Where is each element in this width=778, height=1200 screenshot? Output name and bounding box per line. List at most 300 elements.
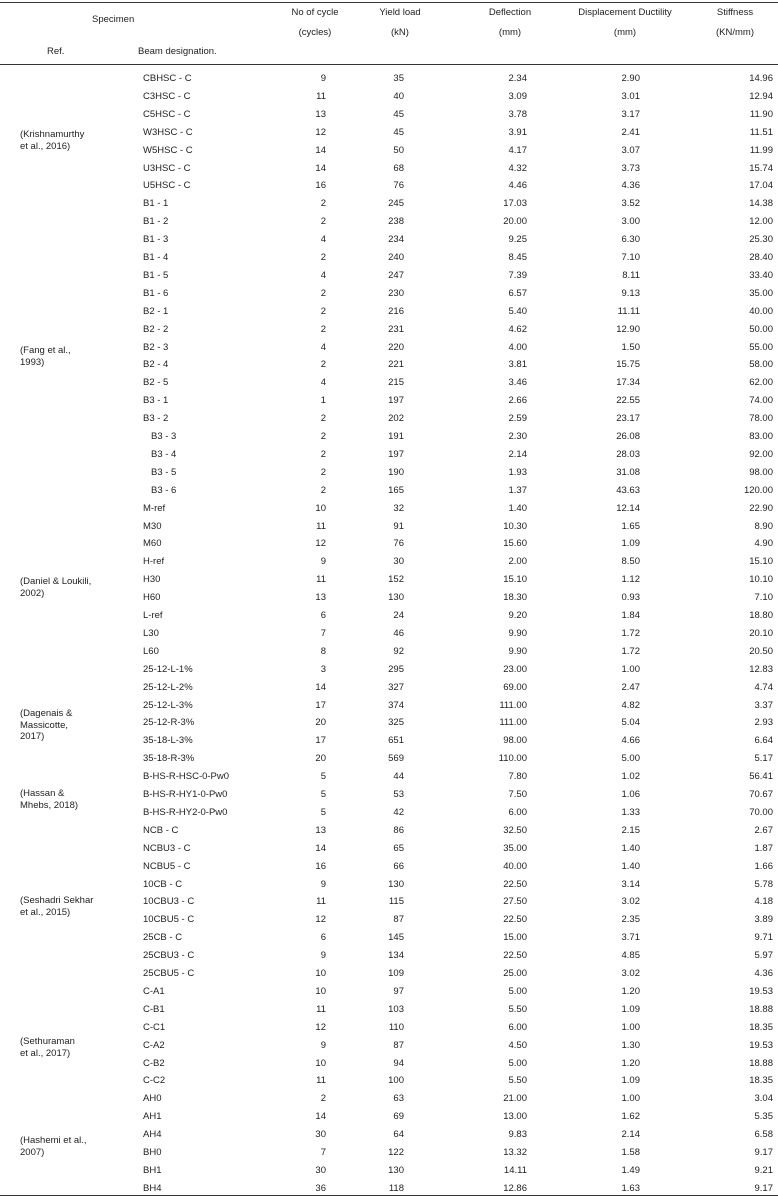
- cell-yield: 190: [388, 466, 404, 478]
- table-row: [0, 1126, 778, 1144]
- cell-deflection: 3.46: [508, 377, 527, 389]
- cell-stiffness: 20.10: [749, 627, 773, 639]
- cell-cycles: 2: [320, 323, 326, 335]
- cell-cycles: 2: [320, 431, 326, 442]
- cell-ductility: 2.47: [621, 681, 640, 693]
- header-deflection-line1: Deflection: [488, 7, 532, 18]
- table-row: [0, 732, 778, 750]
- table-row: [0, 535, 778, 553]
- cell-beam: 25-12-R-3%: [143, 717, 195, 729]
- cell-beam: 25-12-L-3%: [143, 699, 193, 711]
- cell-ductility: 0.93: [621, 592, 640, 604]
- cell-ductility: 22.55: [616, 395, 640, 407]
- cell-ductility: 5.00: [621, 753, 640, 765]
- table-row: [0, 607, 778, 625]
- table-row: [0, 464, 778, 482]
- table-row: [0, 804, 778, 822]
- cell-yield: 197: [388, 448, 404, 460]
- cell-beam: CBHSC - C: [143, 73, 192, 84]
- cell-deflection: 23.00: [503, 663, 527, 675]
- cell-deflection: 6.00: [508, 806, 527, 818]
- cell-stiffness: 28.40: [749, 252, 773, 263]
- cell-cycles: 3: [320, 663, 326, 675]
- table-row: [0, 1037, 778, 1055]
- ref-label-line: (Seshadri Sekhar: [20, 895, 94, 906]
- cell-yield: 24: [393, 610, 404, 621]
- cell-yield: 130: [388, 592, 404, 604]
- cell-stiffness: 1.66: [754, 860, 773, 872]
- cell-ductility: 1.63: [621, 1182, 640, 1194]
- cell-deflection: 2.34: [508, 73, 527, 84]
- header-stiffness-line2: (KN/mm): [716, 27, 754, 38]
- table-row: [0, 177, 778, 195]
- cell-cycles: 2: [320, 216, 326, 228]
- cell-beam: B2 - 1: [143, 305, 169, 317]
- cell-ductility: 3.00: [621, 216, 640, 228]
- cell-beam: B-HS-R-HSC-0-Pw0: [143, 771, 230, 783]
- cell-yield: 94: [393, 1057, 404, 1069]
- cell-yield: 216: [388, 305, 404, 317]
- header-ductility-line2: (mm): [613, 27, 637, 38]
- cell-yield: 234: [388, 234, 404, 246]
- table-row: [0, 249, 778, 267]
- cell-yield: 221: [388, 359, 404, 371]
- table-row: [0, 589, 778, 607]
- cell-ductility: 23.17: [616, 413, 640, 425]
- cell-yield: 91: [393, 520, 404, 532]
- cell-deflection: 7.80: [508, 771, 527, 783]
- cell-ductility: 1.49: [621, 1164, 640, 1176]
- cell-stiffness: 4.18: [754, 896, 773, 908]
- cell-yield: 325: [388, 717, 404, 729]
- cell-cycles: 2: [320, 198, 326, 210]
- cell-cycles: 14: [315, 1111, 326, 1123]
- cell-ductility: 4.36: [621, 180, 640, 192]
- cell-deflection: 5.50: [508, 1003, 527, 1015]
- table-row: [0, 88, 778, 106]
- table-row: [0, 500, 778, 518]
- ref-label-line: (Hashemi et al.,: [20, 1135, 87, 1146]
- cell-deflection: 2.59: [508, 413, 527, 425]
- table-row: [0, 482, 778, 500]
- cell-deflection: 12.86: [503, 1182, 527, 1194]
- cell-stiffness: 12.00: [749, 216, 773, 228]
- cell-cycles: 12: [315, 1021, 326, 1033]
- cell-beam: B1 - 4: [143, 252, 169, 263]
- table-row: [0, 1019, 778, 1037]
- cell-deflection: 111.00: [499, 717, 527, 729]
- cell-beam: M30: [143, 520, 162, 532]
- cell-deflection: 3.91: [508, 126, 527, 138]
- header-yield: [365, 7, 435, 39]
- table-row: [0, 195, 778, 213]
- cell-yield: 130: [388, 1164, 404, 1176]
- cell-stiffness: 18.88: [749, 1057, 773, 1069]
- cell-deflection: 4.46: [508, 180, 527, 192]
- cell-cycles: 5: [320, 771, 326, 783]
- cell-beam: AH1: [143, 1111, 162, 1123]
- cell-ductility: 1.12: [621, 574, 640, 586]
- table-row: [0, 106, 778, 124]
- cell-deflection: 2.30: [508, 431, 527, 442]
- cell-stiffness: 3.89: [754, 914, 773, 926]
- cell-ductility: 1.00: [621, 1093, 640, 1105]
- cell-beam: C-B1: [143, 1003, 165, 1015]
- cell-deflection: 3.81: [508, 359, 527, 371]
- cell-beam: C5HSC - C: [143, 108, 191, 120]
- ref-label-line: (Dagenais &: [20, 708, 73, 719]
- cell-ductility: 1.62: [621, 1111, 640, 1123]
- cell-yield: 46: [393, 627, 404, 639]
- cell-cycles: 5: [320, 789, 326, 800]
- header-deflection: [470, 7, 550, 39]
- cell-beam: W3HSC - C: [143, 126, 193, 138]
- cell-deflection: 5.00: [508, 1057, 527, 1069]
- cell-cycles: 2: [320, 305, 326, 317]
- table-row: [0, 213, 778, 231]
- cell-cycles: 30: [315, 1164, 326, 1176]
- cell-ductility: 6.30: [621, 234, 640, 246]
- cell-stiffness: 15.10: [749, 556, 773, 568]
- cell-cycles: 9: [320, 950, 326, 962]
- cell-yield: 53: [393, 789, 404, 800]
- cell-ductility: 2.41: [621, 126, 640, 138]
- cell-stiffness: 9.17: [754, 1182, 773, 1194]
- cell-deflection: 9.83: [508, 1129, 527, 1141]
- cell-yield: 165: [388, 484, 404, 496]
- cell-beam: B3 - 3: [151, 431, 177, 442]
- cell-cycles: 9: [320, 556, 326, 568]
- ref-label-line: (Hassan &: [20, 788, 65, 799]
- cell-beam: 25-12-L-1%: [143, 663, 193, 675]
- cell-cycles: 5: [320, 806, 326, 818]
- cell-yield: 569: [388, 753, 404, 765]
- cell-yield: 45: [393, 108, 404, 120]
- header-ref: Ref.: [47, 46, 65, 57]
- cell-deflection: 8.45: [508, 252, 527, 263]
- cell-deflection: 5.00: [508, 985, 527, 997]
- cell-beam: L-ref: [143, 610, 163, 621]
- cell-yield: 87: [393, 1039, 404, 1051]
- cell-beam: AH0: [143, 1093, 162, 1105]
- cell-yield: 68: [393, 162, 404, 174]
- table-row: [0, 231, 778, 249]
- cell-beam: B3 - 1: [143, 395, 169, 407]
- cell-ductility: 1.02: [621, 771, 640, 783]
- header-ductility: [560, 7, 690, 39]
- cell-deflection: 4.00: [508, 341, 527, 353]
- table-row: [0, 1144, 778, 1162]
- cell-cycles: 10: [315, 502, 326, 514]
- cell-beam: L60: [143, 645, 159, 657]
- cell-stiffness: 22.90: [749, 502, 773, 514]
- cell-deflection: 2.66: [508, 395, 527, 407]
- cell-yield: 295: [388, 663, 404, 675]
- table-row: [0, 356, 778, 374]
- table-row: [0, 983, 778, 1001]
- cell-deflection: 13.32: [503, 1147, 527, 1158]
- table-row: [0, 679, 778, 697]
- cell-beam: AH4: [143, 1129, 162, 1141]
- cell-beam: M60: [143, 538, 162, 550]
- cell-yield: 145: [388, 932, 404, 944]
- cell-cycles: 10: [315, 1057, 326, 1069]
- cell-deflection: 7.50: [508, 789, 527, 800]
- top-rule: [0, 2, 778, 3]
- header-deflection-line2: (mm): [498, 27, 522, 38]
- table-row: [0, 661, 778, 679]
- cell-yield: 63: [393, 1093, 404, 1105]
- cell-yield: 115: [388, 896, 404, 908]
- cell-beam: 10CBU5 - C: [143, 914, 195, 926]
- cell-ductility: 3.14: [621, 878, 640, 890]
- cell-deflection: 98.00: [503, 735, 527, 747]
- cell-deflection: 69.00: [503, 681, 527, 693]
- ref-label-line: (Daniel & Loukili,: [20, 576, 92, 587]
- cell-beam: NCBU3 - C: [143, 842, 191, 854]
- cell-ductility: 1.84: [621, 610, 640, 621]
- cell-stiffness: 15.74: [749, 162, 773, 174]
- cell-ductility: 3.52: [621, 198, 640, 210]
- cell-ductility: 17.34: [616, 377, 640, 389]
- cell-ductility: 5.04: [621, 717, 640, 729]
- cell-cycles: 12: [315, 914, 326, 926]
- cell-ductility: 3.01: [621, 90, 640, 102]
- cell-yield: 86: [393, 824, 404, 836]
- cell-beam: 25CB - C: [143, 932, 183, 944]
- cell-beam: B2 - 2: [143, 323, 169, 335]
- cell-ductility: 15.75: [616, 359, 640, 371]
- cell-stiffness: 4.36: [754, 968, 773, 979]
- table-row: [0, 571, 778, 589]
- ref-label-line: (Krishnamurthy: [20, 129, 85, 140]
- cell-stiffness: 14.96: [749, 73, 773, 84]
- cell-beam: C-A2: [143, 1039, 165, 1051]
- cell-ductility: 4.66: [621, 735, 640, 747]
- cell-beam: BH0: [143, 1147, 162, 1158]
- cell-deflection: 40.00: [503, 860, 527, 872]
- cell-cycles: 4: [320, 269, 326, 281]
- cell-yield: 45: [393, 126, 404, 138]
- cell-stiffness: 12.94: [749, 90, 773, 102]
- cell-cycles: 11: [316, 1003, 326, 1015]
- cell-cycles: 4: [320, 234, 326, 246]
- cell-stiffness: 58.00: [749, 359, 773, 371]
- cell-beam: B2 - 5: [143, 377, 169, 389]
- table-row: [0, 339, 778, 357]
- header-stiffness: [700, 7, 770, 39]
- cell-beam: B1 - 5: [143, 269, 169, 281]
- cell-cycles: 30: [315, 1129, 326, 1141]
- cell-deflection: 4.50: [508, 1039, 527, 1051]
- cell-deflection: 15.00: [503, 932, 527, 944]
- cell-cycles: 20: [315, 753, 326, 765]
- cell-beam: B3 - 4: [151, 448, 177, 460]
- cell-beam: BH4: [143, 1182, 162, 1194]
- cell-cycles: 17: [315, 699, 326, 711]
- ref-label-line: et al., 2015): [20, 906, 71, 918]
- cell-ductility: 3.17: [621, 108, 640, 120]
- cell-beam: H60: [143, 592, 161, 604]
- cell-yield: 110: [388, 1021, 404, 1033]
- header-cycles: [270, 7, 360, 39]
- cell-ductility: 1.72: [621, 627, 640, 639]
- table-row: [0, 625, 778, 643]
- cell-cycles: 16: [315, 180, 326, 192]
- cell-deflection: 22.50: [503, 914, 527, 926]
- cell-yield: 215: [388, 377, 404, 389]
- cell-deflection: 17.03: [503, 198, 527, 210]
- cell-yield: 374: [388, 699, 404, 711]
- cell-beam: BH1: [143, 1164, 162, 1176]
- table-row: [0, 321, 778, 339]
- table-row: [0, 1090, 778, 1108]
- cell-deflection: 5.40: [508, 305, 527, 317]
- cell-ductility: 4.82: [621, 699, 640, 711]
- cell-stiffness: 56.41: [749, 771, 773, 783]
- cell-yield: 230: [388, 287, 404, 299]
- cell-deflection: 14.11: [503, 1164, 527, 1176]
- cell-cycles: 17: [315, 735, 326, 747]
- header-yield-line1: Yield load: [379, 7, 421, 18]
- ref-label-line: 2007): [20, 1146, 45, 1158]
- cell-deflection: 4.32: [508, 162, 527, 174]
- table-row: [0, 965, 778, 983]
- cell-stiffness: 17.04: [749, 180, 773, 192]
- cell-stiffness: 78.00: [749, 413, 773, 425]
- cell-yield: 191: [388, 431, 404, 442]
- cell-ductility: 1.30: [621, 1039, 640, 1051]
- cell-stiffness: 9.17: [754, 1147, 773, 1158]
- cell-deflection: 9.25: [508, 234, 527, 246]
- cell-stiffness: 35.00: [749, 287, 773, 299]
- cell-ductility: 1.40: [621, 842, 640, 854]
- cell-ductility: 2.35: [621, 914, 640, 926]
- cell-beam: C-C2: [143, 1075, 166, 1087]
- table-row: [0, 750, 778, 768]
- cell-cycles: 11: [316, 520, 326, 532]
- table-row: [0, 518, 778, 536]
- cell-cycles: 36: [315, 1182, 326, 1194]
- cell-beam: B1 - 1: [143, 198, 169, 210]
- cell-deflection: 15.60: [503, 538, 527, 550]
- cell-ductility: 1.06: [621, 789, 640, 800]
- cell-cycles: 4: [320, 341, 326, 353]
- cell-yield: 197: [388, 395, 404, 407]
- cell-ductility: 1.00: [621, 663, 640, 675]
- cell-beam: 10CBU3 - C: [143, 896, 195, 908]
- cell-beam: W5HSC - C: [143, 144, 193, 156]
- cell-deflection: 2.00: [508, 556, 527, 568]
- cell-deflection: 111.00: [499, 699, 527, 711]
- cell-cycles: 2: [320, 252, 326, 263]
- cell-cycles: 11: [316, 90, 326, 102]
- cell-deflection: 4.62: [508, 323, 527, 335]
- cell-stiffness: 4.90: [754, 538, 773, 550]
- cell-yield: 240: [388, 252, 404, 263]
- table-row: [0, 947, 778, 965]
- cell-ductility: 1.09: [621, 538, 640, 550]
- cell-deflection: 21.00: [503, 1093, 527, 1105]
- cell-stiffness: 70.67: [749, 789, 773, 800]
- header-yield-line2: (kN): [391, 27, 409, 38]
- header-ductility-line1: Displacement Ductility: [578, 7, 672, 18]
- cell-deflection: 15.10: [503, 574, 527, 586]
- cell-cycles: 2: [320, 287, 326, 299]
- ref-label-line: 2017): [20, 731, 45, 742]
- cell-stiffness: 1.87: [754, 842, 773, 854]
- cell-cycles: 12: [315, 538, 326, 550]
- cell-cycles: 11: [316, 574, 326, 586]
- cell-cycles: 14: [315, 681, 326, 693]
- cell-stiffness: 8.90: [754, 520, 773, 532]
- cell-beam: 25CBU5 - C: [143, 968, 195, 979]
- table-row: [0, 697, 778, 715]
- cell-beam: B1 - 6: [143, 287, 169, 299]
- cell-deflection: 20.00: [503, 216, 527, 228]
- cell-deflection: 10.30: [503, 520, 527, 532]
- cell-ductility: 1.33: [621, 806, 640, 818]
- cell-stiffness: 19.53: [749, 1039, 773, 1051]
- cell-cycles: 9: [320, 878, 326, 890]
- cell-beam: C-B2: [143, 1057, 165, 1069]
- cell-stiffness: 11.99: [749, 144, 773, 156]
- cell-stiffness: 83.00: [749, 431, 773, 442]
- cell-yield: 69: [393, 1111, 404, 1123]
- cell-beam: C-A1: [143, 985, 165, 997]
- cell-ductility: 4.85: [621, 950, 640, 962]
- cell-ductility: 3.71: [621, 932, 640, 944]
- cell-cycles: 16: [315, 860, 326, 872]
- cell-beam: B-HS-R-HY2-0-Pw0: [143, 806, 228, 818]
- cell-deflection: 110.00: [498, 753, 527, 765]
- cell-ductility: 7.10: [621, 252, 640, 263]
- cell-stiffness: 5.97: [754, 950, 773, 962]
- cell-ductility: 1.00: [621, 1021, 640, 1033]
- cell-ductility: 3.02: [621, 896, 640, 908]
- cell-ductility: 1.50: [621, 341, 640, 353]
- table-row: [0, 911, 778, 929]
- cell-stiffness: 5.78: [754, 878, 773, 890]
- cell-ductility: 12.14: [616, 502, 640, 514]
- cell-deflection: 9.90: [508, 645, 527, 657]
- cell-ductility: 9.13: [621, 287, 640, 299]
- cell-ductility: 11.11: [617, 305, 640, 317]
- ref-label-line: (Sethuraman: [20, 1036, 75, 1047]
- ref-label-line: Mhebs, 2018): [20, 799, 79, 811]
- cell-yield: 130: [388, 878, 404, 890]
- cell-beam: B3 - 6: [151, 484, 177, 496]
- cell-stiffness: 18.88: [749, 1003, 773, 1015]
- table-row: [0, 858, 778, 876]
- cell-cycles: 11: [316, 1075, 326, 1087]
- cell-yield: 118: [388, 1182, 404, 1194]
- table-row: [0, 124, 778, 142]
- cell-ductility: 2.14: [621, 1129, 640, 1141]
- cell-deflection: 3.78: [508, 108, 527, 120]
- cell-yield: 231: [388, 323, 404, 335]
- cell-cycles: 2: [320, 466, 326, 478]
- cell-ductility: 1.09: [621, 1003, 640, 1015]
- cell-yield: 32: [393, 502, 404, 514]
- cell-stiffness: 4.74: [754, 681, 773, 693]
- table-row: [0, 1162, 778, 1180]
- header-stiffness-line1: Stiffness: [716, 7, 754, 18]
- table-row: [0, 446, 778, 464]
- cell-beam: L30: [143, 627, 159, 639]
- header-cycles-line2: (cycles): [298, 27, 332, 38]
- cell-stiffness: 3.04: [754, 1093, 773, 1105]
